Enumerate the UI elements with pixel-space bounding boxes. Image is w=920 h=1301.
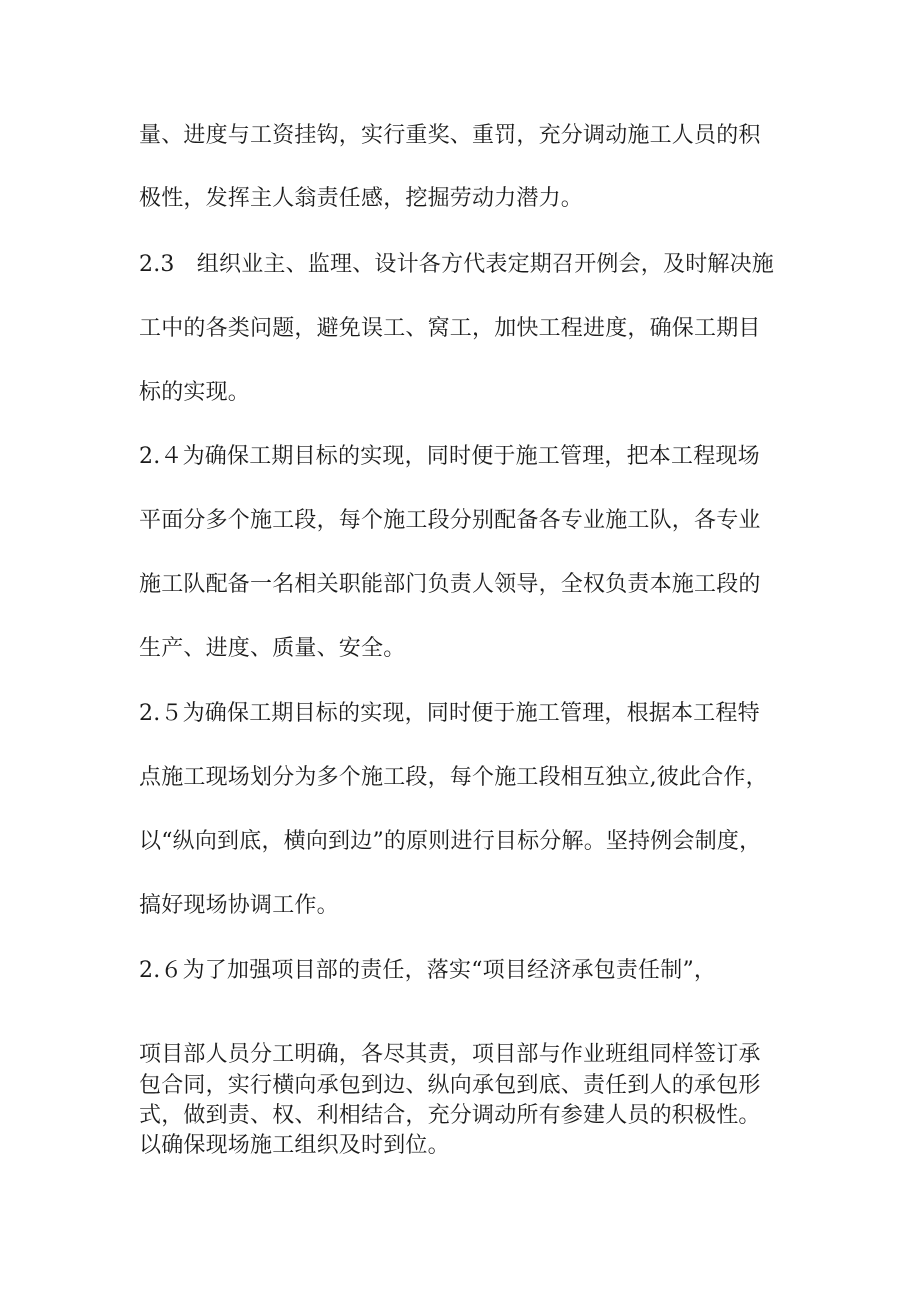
section-2-3-line: 2.3 组织业主、监理、设计各方代表定期召开例会，及时解决施 [139, 252, 774, 277]
text-line: 量、进度与工资挂钩，实行重奖、重罚，充分调动施工人员的积 [139, 123, 761, 148]
section-2-5-line: 2.５为确保工期目标的实现，同时便于施工管理，根据本工程特 [139, 701, 760, 726]
text-line: 包合同，实行横向承包到边、纵向承包到底、责任到人的承包形 [139, 1073, 761, 1098]
text-line: 极性，发挥主人翁责任感，挖掘劳动力潜力。 [139, 186, 584, 211]
text-line: 以“纵向到底，横向到边”的原则进行目标分解。坚持例会制度， [139, 829, 762, 854]
text-line: 项目部人员分工明确，各尽其责，项目部与作业班组同样签订承 [139, 1042, 761, 1067]
section-2-6-line: 2.６为了加强项目部的责任，落实“项目经济承包责任制”， [139, 958, 717, 983]
section-2-4-line: 2.４为确保工期目标的实现，同时便于施工管理，把本工程现场 [139, 444, 760, 469]
text-line: 施工队配备一名相关职能部门负责人领导，全权负责本施工段的 [139, 572, 761, 597]
text-line: 标的实现。 [139, 380, 251, 405]
text-line: 式，做到责、权、利相结合，充分调动所有参建人员的积极性。 [139, 1103, 761, 1128]
text-line: 以确保现场施工组织及时到位。 [139, 1133, 450, 1158]
text-line: 生产、进度、质量、安全。 [139, 636, 406, 661]
text-line: 点施工现场划分为多个施工段，每个施工段相互独立,彼此合作， [139, 765, 768, 790]
text-line: 平面分多个施工段，每个施工段分别配备各专业施工队，各专业 [139, 508, 761, 533]
text-line: 工中的各类问题，避免误工、窝工，加快工程进度，确保工期目 [139, 316, 761, 341]
text-line: 搞好现场协调工作。 [139, 893, 339, 918]
